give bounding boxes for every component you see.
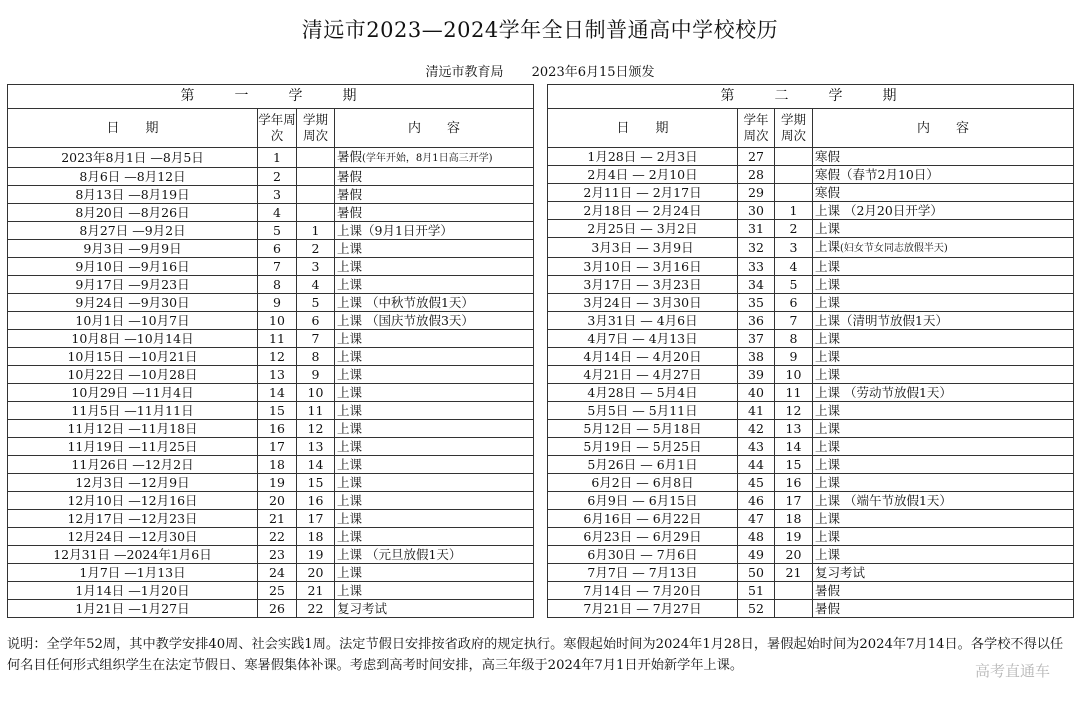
year-week-cell: 19 — [258, 474, 297, 492]
watermark: 高考直通车 — [974, 662, 1050, 680]
semester-week-cell: 6 — [297, 312, 335, 330]
date-cell: 11月19日 —11月25日 — [8, 438, 258, 456]
semester-week-cell — [775, 600, 813, 618]
content-cell: 上课 — [813, 294, 1074, 312]
content-cell: 上课 — [335, 582, 534, 600]
content-cell: 上课（9月1日开学） — [335, 222, 534, 240]
semester-2-table — [547, 84, 1074, 618]
semester-week-cell: 6 — [775, 294, 813, 312]
year-week-cell: 44 — [738, 456, 775, 474]
semester-week-cell — [775, 148, 813, 166]
year-week-cell: 1 — [258, 148, 297, 168]
calendar-row — [8, 294, 534, 312]
semester-week-cell: 5 — [775, 276, 813, 294]
semester-week-cell: 7 — [775, 312, 813, 330]
semester-week-cell: 12 — [297, 420, 335, 438]
date-cell: 1月14日 —1月20日 — [8, 582, 258, 600]
date-cell: 5月12日 — 5月18日 — [548, 420, 738, 438]
semester-week-cell: 13 — [775, 420, 813, 438]
date-cell: 11月5日 —11月11日 — [8, 402, 258, 420]
calendar-row — [548, 238, 1074, 258]
calendar-row — [548, 546, 1074, 564]
year-week-cell: 6 — [258, 240, 297, 258]
calendar-row — [8, 600, 534, 618]
calendar-row — [548, 420, 1074, 438]
issuer-line — [0, 61, 1080, 80]
calendar-row — [548, 510, 1074, 528]
content-cell: 上课 — [813, 330, 1074, 348]
year-week-cell: 17 — [258, 438, 297, 456]
calendar-row — [548, 348, 1074, 366]
calendar-row — [8, 148, 534, 168]
date-cell: 9月17日 —9月23日 — [8, 276, 258, 294]
date-cell: 1月21日 —1月27日 — [8, 600, 258, 618]
date-cell: 3月17日 — 3月23日 — [548, 276, 738, 294]
content-cell: 复习考试 — [813, 564, 1074, 582]
calendar-row — [8, 204, 534, 222]
year-week-cell: 24 — [258, 564, 297, 582]
year-week-cell: 2 — [258, 168, 297, 186]
year-week-cell: 38 — [738, 348, 775, 366]
content-cell: 寒假 — [813, 184, 1074, 202]
year-week-cell: 21 — [258, 510, 297, 528]
year-week-cell: 16 — [258, 420, 297, 438]
content-note: (学年开始，8月1日高三开学) — [362, 153, 493, 164]
page-title: 清远市2023—2024学年全日制普通高中学校校历 — [301, 18, 779, 42]
semester-week-cell: 11 — [775, 384, 813, 402]
calendar-row — [548, 492, 1074, 510]
date-cell: 5月26日 — 6月1日 — [548, 456, 738, 474]
date-cell: 6月30日 — 7月6日 — [548, 546, 738, 564]
date-cell: 9月3日 —9月9日 — [8, 240, 258, 258]
calendar-row — [548, 276, 1074, 294]
date-cell: 2月11日 — 2月17日 — [548, 184, 738, 202]
semester-week-cell: 21 — [775, 564, 813, 582]
date-cell: 2月4日 — 2月10日 — [548, 166, 738, 184]
content-header: 内 容 — [813, 109, 1074, 148]
year-week-cell: 10 — [258, 312, 297, 330]
content-cell: 上课 （中秋节放假1天） — [335, 294, 534, 312]
semester-week-cell: 7 — [297, 330, 335, 348]
year-week-cell: 52 — [738, 600, 775, 618]
content-cell: 上课 — [335, 402, 534, 420]
year-week-cell: 48 — [738, 528, 775, 546]
semester-week-cell: 3 — [297, 258, 335, 276]
calendar-row — [548, 582, 1074, 600]
year-week-cell: 30 — [738, 202, 775, 220]
calendar-row — [548, 202, 1074, 220]
semester-week-cell: 16 — [297, 492, 335, 510]
calendar-row — [8, 222, 534, 240]
semester-week-cell: 18 — [775, 510, 813, 528]
content-cell: 上课 — [335, 528, 534, 546]
date-cell: 12月3日 —12月9日 — [8, 474, 258, 492]
calendar-row — [8, 330, 534, 348]
calendar-row — [548, 294, 1074, 312]
semester-week-cell: 4 — [775, 258, 813, 276]
semester-week-cell: 18 — [297, 528, 335, 546]
semester-week-cell: 16 — [775, 474, 813, 492]
date-cell: 7月14日 — 7月20日 — [548, 582, 738, 600]
date-header: 日 期 — [8, 109, 258, 148]
content-cell: 上课 — [813, 276, 1074, 294]
year-week-cell: 4 — [258, 204, 297, 222]
year-week-cell: 7 — [258, 258, 297, 276]
date-cell: 9月24日 —9月30日 — [8, 294, 258, 312]
calendar-row — [8, 240, 534, 258]
date-cell: 4月7日 — 4月13日 — [548, 330, 738, 348]
calendar-row — [548, 402, 1074, 420]
content-cell: 上课 （劳动节放假1天） — [813, 384, 1074, 402]
semester-week-cell: 9 — [297, 366, 335, 384]
calendar-row — [8, 528, 534, 546]
date-cell: 12月17日 —12月23日 — [8, 510, 258, 528]
semester-week-cell: 19 — [775, 528, 813, 546]
content-cell: 上课 — [813, 546, 1074, 564]
semester-week-header: 学期周次 — [297, 109, 335, 148]
year-week-cell: 8 — [258, 276, 297, 294]
semester-week-cell: 19 — [297, 546, 335, 564]
content-note: (妇女节女同志放假半天) — [840, 243, 948, 254]
date-cell: 2023年8月1日 —8月5日 — [8, 148, 258, 168]
content-cell: 上课 — [813, 474, 1074, 492]
date-cell: 4月21日 — 4月27日 — [548, 366, 738, 384]
semester-week-cell: 20 — [297, 564, 335, 582]
content-cell: 寒假（春节2月10日） — [813, 166, 1074, 184]
calendar-row — [8, 546, 534, 564]
calendar-row — [8, 438, 534, 456]
content-cell: 上课 — [335, 492, 534, 510]
content-cell: 上课 — [813, 348, 1074, 366]
content-cell: 上课 — [813, 438, 1074, 456]
semester-week-cell: 20 — [775, 546, 813, 564]
year-week-cell: 12 — [258, 348, 297, 366]
content-cell: 暑假 — [335, 204, 534, 222]
semester-week-cell — [297, 186, 335, 204]
content-cell: 上课 — [335, 348, 534, 366]
calendar-row — [548, 312, 1074, 330]
semester-week-cell: 14 — [775, 438, 813, 456]
date-cell: 10月8日 —10月14日 — [8, 330, 258, 348]
calendar-row — [8, 492, 534, 510]
content-cell: 上课 （端午节放假1天） — [813, 492, 1074, 510]
calendar-row — [8, 168, 534, 186]
semester-week-cell: 21 — [297, 582, 335, 600]
semester-week-cell: 12 — [775, 402, 813, 420]
semester-1-title: 第 一 学 期 — [8, 85, 534, 109]
date-cell: 4月28日 — 5月4日 — [548, 384, 738, 402]
semester-week-cell — [297, 168, 335, 186]
content-cell: 上课 — [335, 276, 534, 294]
semester-week-cell: 17 — [775, 492, 813, 510]
calendar-row — [8, 456, 534, 474]
year-week-cell: 45 — [738, 474, 775, 492]
date-cell: 8月13日 —8月19日 — [8, 186, 258, 204]
semester-week-cell: 9 — [775, 348, 813, 366]
semester-1-table — [7, 84, 534, 618]
date-cell: 8月20日 —8月26日 — [8, 204, 258, 222]
semester-2-title: 第 二 学 期 — [548, 85, 1074, 109]
semester-week-cell: 10 — [297, 384, 335, 402]
semester-week-cell — [775, 582, 813, 600]
year-week-cell: 39 — [738, 366, 775, 384]
calendar-row — [548, 600, 1074, 618]
calendar-row — [8, 366, 534, 384]
content-header: 内 容 — [335, 109, 534, 148]
year-week-cell: 26 — [258, 600, 297, 618]
semester-week-cell: 1 — [297, 222, 335, 240]
calendar-row — [8, 384, 534, 402]
calendar-row — [548, 148, 1074, 166]
date-cell: 10月1日 —10月7日 — [8, 312, 258, 330]
semester-week-cell — [297, 148, 335, 168]
content-cell: 上课（清明节放假1天） — [813, 312, 1074, 330]
content-cell: 上课 — [813, 402, 1074, 420]
calendar-row — [8, 276, 534, 294]
content-cell: 上课 — [335, 366, 534, 384]
semester-week-cell: 10 — [775, 366, 813, 384]
content-cell: 上课 — [335, 330, 534, 348]
date-cell: 1月7日 —1月13日 — [8, 564, 258, 582]
semester-week-cell: 4 — [297, 276, 335, 294]
year-week-cell: 11 — [258, 330, 297, 348]
year-week-cell: 5 — [258, 222, 297, 240]
year-week-cell: 3 — [258, 186, 297, 204]
year-week-cell: 49 — [738, 546, 775, 564]
date-cell: 6月16日 — 6月22日 — [548, 510, 738, 528]
content-cell: 上课 — [335, 438, 534, 456]
calendar-row — [8, 402, 534, 420]
calendar-row — [548, 220, 1074, 238]
content-cell: 上课 — [813, 510, 1074, 528]
year-week-cell: 22 — [258, 528, 297, 546]
date-cell: 8月6日 —8月12日 — [8, 168, 258, 186]
content-cell: 暑假 — [335, 168, 534, 186]
calendar-row — [548, 438, 1074, 456]
date-cell: 1月28日 — 2月3日 — [548, 148, 738, 166]
content-cell: 暑假 — [813, 582, 1074, 600]
content-cell: 上课 — [813, 456, 1074, 474]
year-week-cell: 23 — [258, 546, 297, 564]
date-cell: 6月2日 — 6月8日 — [548, 474, 738, 492]
semester-week-cell: 2 — [775, 220, 813, 238]
calendar-row — [548, 166, 1074, 184]
date-header: 日 期 — [548, 109, 738, 148]
year-week-cell: 37 — [738, 330, 775, 348]
date-cell: 10月22日 —10月28日 — [8, 366, 258, 384]
calendar-row — [548, 330, 1074, 348]
calendar-row — [548, 366, 1074, 384]
content-cell: 上课 — [335, 564, 534, 582]
content-cell: 复习考试 — [335, 600, 534, 618]
year-week-cell: 9 — [258, 294, 297, 312]
calendar-row — [8, 258, 534, 276]
content-cell: 上课 — [813, 258, 1074, 276]
date-cell: 5月5日 — 5月11日 — [548, 402, 738, 420]
content-cell: 上课(妇女节女同志放假半天) — [813, 238, 1074, 258]
date-cell: 7月21日 — 7月27日 — [548, 600, 738, 618]
year-week-cell: 32 — [738, 238, 775, 258]
year-week-cell: 34 — [738, 276, 775, 294]
calendar-row — [8, 474, 534, 492]
content-cell: 上课 — [813, 528, 1074, 546]
content-cell: 上课 （国庆节放假3天） — [335, 312, 534, 330]
year-week-cell: 13 — [258, 366, 297, 384]
calendar-row — [548, 456, 1074, 474]
content-cell: 上课 — [335, 384, 534, 402]
date-cell: 4月14日 — 4月20日 — [548, 348, 738, 366]
year-week-cell: 41 — [738, 402, 775, 420]
semester-week-cell: 11 — [297, 402, 335, 420]
content-cell: 上课 — [813, 366, 1074, 384]
date-cell: 11月26日 —12月2日 — [8, 456, 258, 474]
content-cell: 上课 — [335, 456, 534, 474]
year-week-cell: 42 — [738, 420, 775, 438]
date-cell: 3月3日 — 3月9日 — [548, 238, 738, 258]
calendar-row — [8, 312, 534, 330]
date-cell: 10月15日 —10月21日 — [8, 348, 258, 366]
semester-week-cell — [297, 204, 335, 222]
year-week-cell: 31 — [738, 220, 775, 238]
content-cell: 上课 — [813, 420, 1074, 438]
semester-week-cell: 8 — [775, 330, 813, 348]
calendar-row — [548, 258, 1074, 276]
calendar-row — [8, 420, 534, 438]
year-week-cell: 35 — [738, 294, 775, 312]
calendar-row — [548, 564, 1074, 582]
semester-week-cell: 15 — [297, 474, 335, 492]
date-cell: 7月7日 — 7月13日 — [548, 564, 738, 582]
semester-week-cell: 5 — [297, 294, 335, 312]
date-cell: 2月18日 — 2月24日 — [548, 202, 738, 220]
content-cell: 寒假 — [813, 148, 1074, 166]
semester-week-cell: 3 — [775, 238, 813, 258]
semester-week-cell: 22 — [297, 600, 335, 618]
content-cell: 上课 — [335, 420, 534, 438]
date-cell: 12月24日 —12月30日 — [8, 528, 258, 546]
year-week-cell: 29 — [738, 184, 775, 202]
date-cell: 3月10日 — 3月16日 — [548, 258, 738, 276]
content-cell: 暑假 — [813, 600, 1074, 618]
year-week-cell: 15 — [258, 402, 297, 420]
calendar-row — [8, 348, 534, 366]
calendar-row — [548, 384, 1074, 402]
date-cell: 5月19日 — 5月25日 — [548, 438, 738, 456]
semester-week-header: 学期周次 — [775, 109, 813, 148]
calendar-row — [548, 184, 1074, 202]
year-week-cell: 20 — [258, 492, 297, 510]
semester-week-cell: 14 — [297, 456, 335, 474]
content-cell: 上课 （元旦放假1天） — [335, 546, 534, 564]
date-cell: 12月31日 —2024年1月6日 — [8, 546, 258, 564]
date-cell: 3月31日 — 4月6日 — [548, 312, 738, 330]
content-cell: 上课 — [335, 240, 534, 258]
content-cell: 暑假 — [335, 186, 534, 204]
content-cell: 上课 — [335, 510, 534, 528]
year-week-cell: 27 — [738, 148, 775, 166]
year-week-cell: 40 — [738, 384, 775, 402]
year-week-cell: 18 — [258, 456, 297, 474]
year-week-cell: 28 — [738, 166, 775, 184]
description-note: 说明：全学年52周，其中教学安排40周、社会实践1周。法定节假日安排按省政府的规定执行。寒假起始时间为2024年1月28日，暑假起始时间为2024年7月14日。各学校不得以任何名目任何形式组织学生在法定节假日、寒暑假集体补课。考虑到高考时间安排，高三年级于2024年7月1日开始新学年上课。 — [7, 637, 1064, 673]
date-cell: 3月24日 — 3月30日 — [548, 294, 738, 312]
semester-week-cell: 2 — [297, 240, 335, 258]
semester-week-cell: 15 — [775, 456, 813, 474]
date-cell: 9月10日 —9月16日 — [8, 258, 258, 276]
year-week-cell: 51 — [738, 582, 775, 600]
semester-week-cell: 1 — [775, 202, 813, 220]
calendar-row — [8, 582, 534, 600]
year-week-cell: 43 — [738, 438, 775, 456]
content-cell: 上课 （2月20日开学） — [813, 202, 1074, 220]
semester-week-cell — [775, 184, 813, 202]
content-cell: 上课 — [335, 258, 534, 276]
date-cell: 11月12日 —11月18日 — [8, 420, 258, 438]
calendar-row — [8, 186, 534, 204]
date-cell: 10月29日 —11月4日 — [8, 384, 258, 402]
issuer: 清远市教育局 — [425, 65, 504, 80]
content-cell: 上课 — [813, 220, 1074, 238]
content-cell: 上课 — [335, 474, 534, 492]
year-week-cell: 46 — [738, 492, 775, 510]
calendar-row — [8, 510, 534, 528]
calendar-row — [548, 528, 1074, 546]
date-cell: 2月25日 — 3月2日 — [548, 220, 738, 238]
semester-week-cell: 13 — [297, 438, 335, 456]
calendar-row — [8, 564, 534, 582]
year-week-cell: 33 — [738, 258, 775, 276]
year-week-header: 学年周次 — [258, 109, 297, 148]
content-cell: 暑假(学年开始，8月1日高三开学) — [335, 148, 534, 168]
year-week-cell: 47 — [738, 510, 775, 528]
year-week-cell: 36 — [738, 312, 775, 330]
year-week-cell: 25 — [258, 582, 297, 600]
date-cell: 6月23日 — 6月29日 — [548, 528, 738, 546]
semester-week-cell: 17 — [297, 510, 335, 528]
year-week-header: 学年周次 — [738, 109, 775, 148]
year-week-cell: 14 — [258, 384, 297, 402]
date-cell: 6月9日 — 6月15日 — [548, 492, 738, 510]
year-week-cell: 50 — [738, 564, 775, 582]
date-cell: 12月10日 —12月16日 — [8, 492, 258, 510]
semester-week-cell: 8 — [297, 348, 335, 366]
issue-date: 2023年6月15日颁发 — [531, 65, 655, 80]
semester-week-cell — [775, 166, 813, 184]
calendar-row — [548, 474, 1074, 492]
date-cell: 8月27日 —9月2日 — [8, 222, 258, 240]
